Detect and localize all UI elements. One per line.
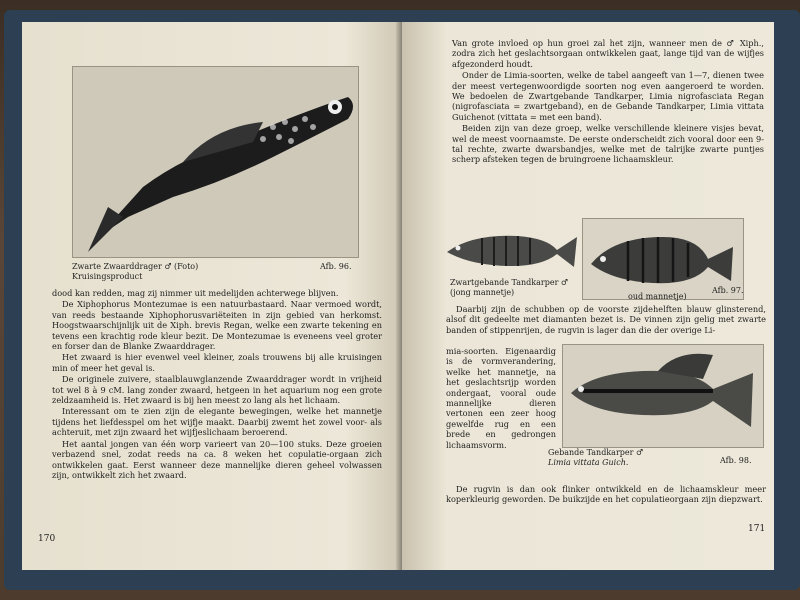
fig96-caption-title: Zwarte Zwaarddrager ♂ (Foto)	[72, 262, 199, 271]
fig98-caption-title: Gebande Tandkarper ♂	[548, 448, 644, 457]
fig98-photo	[562, 344, 764, 448]
fig97-label: Afb. 97.	[712, 286, 744, 295]
paragraph: Het zwaard is hier evenwel veel kleiner, zoals trouwens bij alle kruisingen min of meer het geval is.	[52, 352, 382, 373]
left-page	[22, 22, 402, 570]
fig97-young-fish	[442, 222, 582, 277]
paragraph: De rugvin is dan ook flinker ontwikkeld en de lichaamskleur meer koperkleurig geworden. De buikzijde en het copulatieorgaan zijn diepzwart.	[446, 484, 766, 505]
paragraph: Onder de Limia-soorten, welke de tabel aangeeft van 1—7, dienen twee der meest vertegenwoordigde soorten nog even aangeroerd te worden. We bedoelen de Zwartgebande Tandkarper, Limia nigrofasciata Regan (nigrofasciata = zwartgeband), en de Gebande Tandkarper, Limia vittata Guichenot (vittata = met een band).	[452, 70, 764, 122]
fig97-caption-title: Zwartgebande Tandkarper ♂	[450, 278, 569, 287]
page-number: 171	[748, 524, 766, 534]
right-page	[402, 22, 774, 570]
paragraph: De Xiphophorus Montezumae is een natuurbastaard. Naar vermoed wordt, van reeds bestaande Xiphophorusvariëteiten in zijn gebied van herkomst. Hoogstwaarschijnlijk uit de Xiph. brevis Regan, welke een zwarte tekening en tevens een krachtig rode kleur bezit. De Montezumae is eveneens veel groter en forser dan de Blanke Zwaarddrager.	[52, 299, 382, 352]
left-body-text	[52, 288, 382, 481]
fig96-caption-subtitle: Kruisingsproduct	[72, 272, 143, 281]
paragraph: Interessant om te zien zijn de elegante bewegingen, welke het mannetje tijdens het liefdesspel om het wijfje maakt. Daarbij zwemt het zowel voor- als achteruit, met zijn zwaard het wijfjeslichaam beroerend.	[52, 406, 382, 438]
right-body-bottom	[446, 484, 766, 506]
page-number: 170	[38, 534, 56, 544]
fig97-caption-old: oud mannetje)	[628, 292, 687, 301]
fig97-caption-subtitle: (jong mannetje)	[450, 288, 515, 297]
paragraph: Beiden zijn van deze groep, welke verschillende kleinere visjes bevat, wel de meest voornaamste. De eerste onderscheidt zich vooral door een 9-tal rechte, zwarte dwarsbandjes, welke met de talrijke zwarte puntjes scherp afsteken tegen de bruingroene lichaamskleur.	[452, 123, 764, 165]
right-body-mid-full	[446, 304, 766, 336]
fig96-photo	[72, 66, 359, 258]
fig96-caption	[72, 262, 292, 282]
fish-illustration	[73, 67, 358, 257]
paragraph: Het aantal jongen van één worp varieert van 20—100 stuks. Deze groeien verbazend snel, zodat reeds na ca. 8 weken het copulatie-orgaan zich ontwikkelen gaat. Eerst wanneer deze mannelijke dieren geheel volwassen zijn, ontwikkelt zich het zwaard.	[52, 438, 382, 480]
fig97-caption	[450, 278, 600, 298]
right-body-mid-narrow	[446, 346, 556, 451]
paragraph: Van grote invloed op hun groei zal het zijn, wanneer men de ♂ Xiph., zodra zich het geslachtsorgaan ontwikkelen gaat, lange tijd van de wijfjes afgezonderd houdt.	[452, 38, 764, 69]
paragraph: Daarbij zijn de schubben op de voorste zijdehelften blauw glinsterend, alsof dit gedeelte met diamanten bezet is. De vinnen zijn gelig met zwarte banden of stippenrijen, de rugvin is lager dan die der overige Li-	[446, 304, 766, 335]
right-body-top	[452, 38, 764, 166]
paragraph: mia-soorten. Eigenaardig is de vormverandering, welke het mannetje, na het geslachtsrijp worden ondergaat, vooral oude mannelijke dieren vertonen een zeer hoog gewelfde rug en een brede en gedrongen lichaamsvorm.	[446, 346, 556, 450]
paragraph: dood kan redden, mag zij nimmer uit medelijden achterwege blijven.	[52, 288, 339, 298]
fig98-label: Afb. 98.	[720, 456, 752, 465]
paragraph: De originele zuivere, staalblauwglanzende Zwaarddrager wordt in vrijheid tot wel 8 à 9 cM. lang zonder zwaard, hetgeen in het aquarium nog een grote zeldzaamheid is. Het zwaard is bij hen meest zo lang als het lichaam.	[52, 374, 382, 406]
fig96-label: Afb. 96.	[320, 262, 352, 271]
fig98-caption	[548, 448, 698, 468]
fig98-caption-subtitle: Limia vittata Guich.	[548, 458, 629, 467]
